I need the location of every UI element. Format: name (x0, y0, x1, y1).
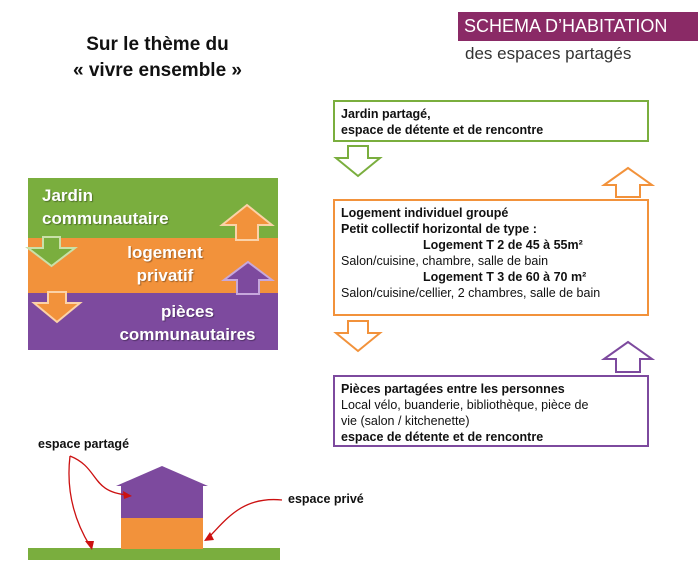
band-shared-text (100, 300, 275, 346)
orange-outline-down-arrow-icon (336, 321, 380, 351)
house-shared-floor (121, 485, 203, 518)
orange-down-arrow-icon (34, 292, 80, 322)
housing-t2-title: Logement T 2 de 45 à 55m² (423, 238, 583, 252)
rooms-box (333, 375, 649, 447)
private-space-pointer-arrow-icon (208, 500, 282, 538)
garden-box-line-1: Jardin partagé, (341, 107, 431, 121)
rooms-box-title: Pièces partagées entre les personnes (341, 382, 565, 396)
purple-outline-up-arrow-icon (604, 342, 652, 372)
housing-t3-desc: Salon/cuisine/cellier, 2 chambres, salle de bain (341, 286, 601, 300)
garden-box-line-2: espace de détente et de rencontre (341, 123, 544, 137)
garden-pointer-arrow-icon (69, 456, 90, 546)
band-private-line-1: logement (127, 243, 203, 262)
band-private-line-2: privatif (136, 266, 194, 285)
housing-box (333, 199, 649, 316)
rooms-box-footer: espace de détente et de rencontre (341, 430, 544, 444)
orange-up-arrow-icon (222, 205, 272, 240)
band-shared-line-1: pièces (161, 302, 214, 321)
rooms-box-desc-2: vie (salon / kitchenette) (341, 414, 470, 428)
header-badge: SCHEMA D’HABITATION (458, 12, 698, 41)
title-line-1: Sur le thème du (86, 34, 229, 55)
housing-box-title-1: Logement individuel groupé (341, 206, 509, 220)
title-line-2: « vivre ensemble » (73, 60, 242, 81)
housing-box-title-2: Petit collectif horizontal de type : (341, 222, 537, 236)
private-space-label: espace privé (288, 492, 364, 506)
green-outline-down-arrow-icon (336, 146, 380, 176)
rooms-box-desc-1: Local vélo, buanderie, bibliothèque, pièce de (341, 398, 589, 412)
shared-space-label: espace partagé (38, 437, 130, 451)
band-private-text (110, 241, 220, 287)
band-garden-text (42, 184, 169, 230)
housing-t2-desc: Salon/cuisine, chambre, salle de bain (341, 254, 549, 268)
ground-bar (28, 548, 280, 560)
garden-box (333, 100, 649, 142)
orange-outline-up-arrow-icon (604, 168, 652, 197)
shared-space-pointer-arrow-icon (70, 456, 128, 495)
band-garden-line-2: communautaire (42, 209, 169, 228)
purple-up-arrow-icon (224, 262, 272, 294)
green-down-arrow-icon (28, 237, 75, 266)
band-garden-line-1: Jardin (42, 186, 94, 205)
house-private-floor (121, 517, 203, 549)
band-shared-line-2: communautaires (119, 325, 256, 344)
house-roof (116, 466, 208, 486)
housing-t3-title: Logement T 3 de 60 à 70 m² (423, 270, 587, 284)
header-subtitle: des espaces partagés (465, 44, 632, 63)
